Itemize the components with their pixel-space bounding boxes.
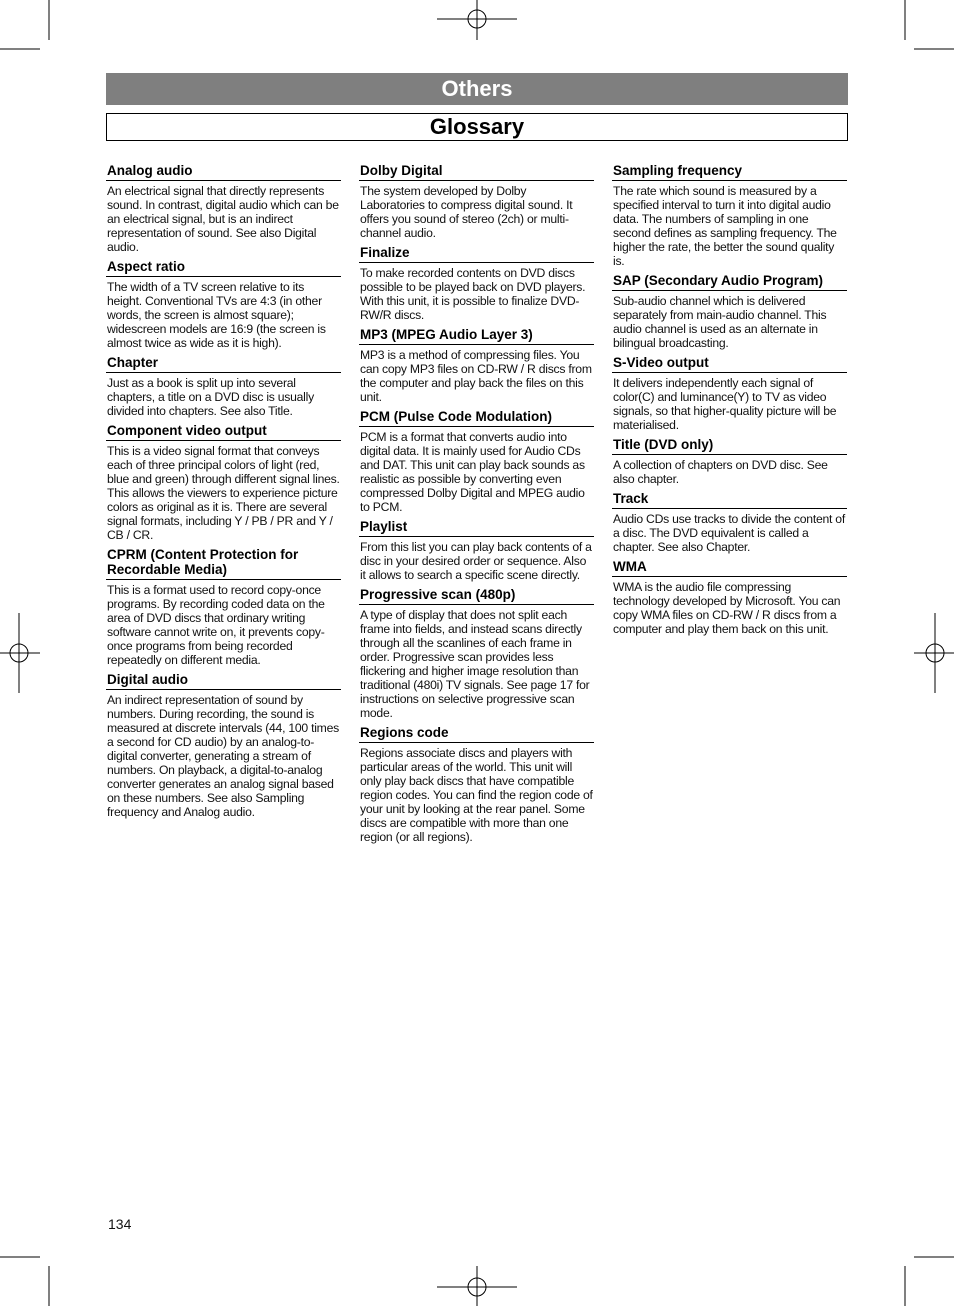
glossary-entry — [359, 519, 594, 582]
glossary-entry — [612, 273, 847, 350]
glossary-definition: A type of display that does not split each frame into fields, and instead scans directly through all the scanlines of each frame in order. Progressive scan provides less flickering and higher image resolution than traditional (480i) TV signals. See page 17 for instructions on selective progressive scan mode. — [360, 608, 590, 720]
glossary-definition: Sub-audio channel which is delivered separately from main-audio channel. This audio channel is used as an alternate in bilingual broadcasting. — [613, 294, 827, 350]
glossary-definition: Audio CDs use tracks to divide the content of a disc. The DVD equivalent is called a chapter. See also Chapter. — [613, 512, 845, 554]
glossary-definition: The rate which sound is measured by a specified interval to turn it into digital audio data. The numbers of sampling in one second defines as sampling frequency. The higher the rate, the better the sound quality is. — [613, 184, 837, 268]
glossary-column-3 — [612, 163, 847, 641]
glossary-entry — [359, 163, 594, 240]
glossary-entry — [359, 245, 594, 322]
glossary-entry — [106, 547, 341, 667]
glossary-entry — [612, 491, 847, 554]
page-number: 134 — [108, 1216, 132, 1232]
glossary-term: PCM (Pulse Code Modulation) — [359, 409, 594, 427]
glossary-entry — [359, 725, 594, 844]
glossary-term: Progressive scan (480p) — [359, 587, 594, 605]
glossary-term: Digital audio — [106, 672, 341, 690]
glossary-term: WMA — [612, 559, 847, 577]
glossary-term: CPRM (Content Protection for Recordable Media) — [106, 547, 341, 580]
glossary-column-2 — [359, 163, 594, 849]
glossary-definition: This is a video signal format that conveys each of three principal colors of light (red, blue and green) through different signal lines. This allows the viewers to experience picture colors as original as it is. There are several signal formats, including Y / PB / PR and Y / CB / CR. — [107, 444, 340, 542]
glossary-entry — [106, 163, 341, 254]
section-banner: Others — [106, 73, 848, 105]
glossary-term: Title (DVD only) — [612, 437, 847, 455]
glossary-definition: This is a format used to record copy-once programs. By recording coded data on the area of DVD discs that ordinary writing software cannot write on, it prevents copy-once programs from being recorded repeatedly on different media. — [107, 583, 325, 667]
glossary-entry — [359, 409, 594, 514]
glossary-term: SAP (Secondary Audio Program) — [612, 273, 847, 291]
glossary-entry — [612, 163, 847, 268]
glossary-term: Component video output — [106, 423, 341, 441]
glossary-term: Chapter — [106, 355, 341, 373]
glossary-definition: A collection of chapters on DVD disc. See also chapter. — [613, 458, 828, 486]
glossary-definition: The width of a TV screen relative to its height. Conventional TVs are 4:3 (in other words, the screen is almost square); widescreen models are 16:9 (the screen is almost twice as wide as it is high). — [107, 280, 326, 350]
glossary-entry — [106, 672, 341, 819]
glossary-definition: WMA is the audio file compressing technology developed by Microsoft. You can copy WMA files on CD-RW / R discs from a computer and play them back on this unit. — [613, 580, 841, 636]
glossary-definition: An indirect representation of sound by numbers. During recording, the sound is measured at discrete intervals (44, 100 times a second for CD audio) by an analog-to-digital converter, generating a stream of numbers. On playback, a digital-to-analog converter generates an analog signal based on these numbers. See also Sampling frequency and Analog audio. — [107, 693, 339, 819]
glossary-definition: From this list you can play back contents of a disc in your desired order or sequence. Also it allows to search a specific scene directly. — [360, 540, 592, 582]
glossary-entry — [106, 259, 341, 350]
glossary-entry — [359, 327, 594, 404]
glossary-entry — [612, 437, 847, 486]
glossary-definition: To make recorded contents on DVD discs possible to be played back on DVD players. With this unit, it is possible to finalize DVD-RW/R discs. — [360, 266, 586, 322]
glossary-definition: MP3 is a method of compressing files. You can copy MP3 files on CD-RW / R discs from the computer and play back the files on this unit. — [360, 348, 592, 404]
glossary-entry — [359, 587, 594, 720]
glossary-term: Dolby Digital — [359, 163, 594, 181]
glossary-entry — [612, 559, 847, 636]
glossary-term: Analog audio — [106, 163, 341, 181]
glossary-definition: An electrical signal that directly represents sound. In contrast, digital audio which can be an electrical signal, but is an indirect representation of sound. See also Digital audio. — [107, 184, 339, 254]
glossary-entry — [612, 355, 847, 432]
glossary-entry — [106, 355, 341, 418]
glossary-definition: It delivers independently each signal of color(C) and luminance(Y) to TV as video signals, so that higher-quality picture will be materialised. — [613, 376, 837, 432]
glossary-term: Track — [612, 491, 847, 509]
glossary-definition: Just as a book is split up into several chapters, a title on a DVD disc is usually divided into chapters. See also Title. — [107, 376, 314, 418]
glossary-entry — [106, 423, 341, 542]
glossary-definition: PCM is a format that converts audio into digital data. It is mainly used for Audio CDs and DAT. This unit can play back sounds as realistic as possible by converting even compressed Dolby Digital and MPEG audio to PCM. — [360, 430, 585, 514]
glossary-definition: The system developed by Dolby Laboratories to compress digital sound. It offers you sound of stereo (2ch) or multi-channel audio. — [360, 184, 573, 240]
glossary-term: S-Video output — [612, 355, 847, 373]
glossary-term: MP3 (MPEG Audio Layer 3) — [359, 327, 594, 345]
page-title: Glossary — [106, 113, 848, 141]
glossary-term: Sampling frequency — [612, 163, 847, 181]
glossary-definition: Regions associate discs and players with particular areas of the world. This unit will only play back discs that have compatible region codes. You can find the region code of your unit by looking at the rear panel. Some discs are compatible with more than one region (or all regions). — [360, 746, 593, 844]
glossary-term: Regions code — [359, 725, 594, 743]
glossary-term: Aspect ratio — [106, 259, 341, 277]
glossary-term: Playlist — [359, 519, 594, 537]
glossary-term: Finalize — [359, 245, 594, 263]
glossary-column-1 — [106, 163, 341, 824]
